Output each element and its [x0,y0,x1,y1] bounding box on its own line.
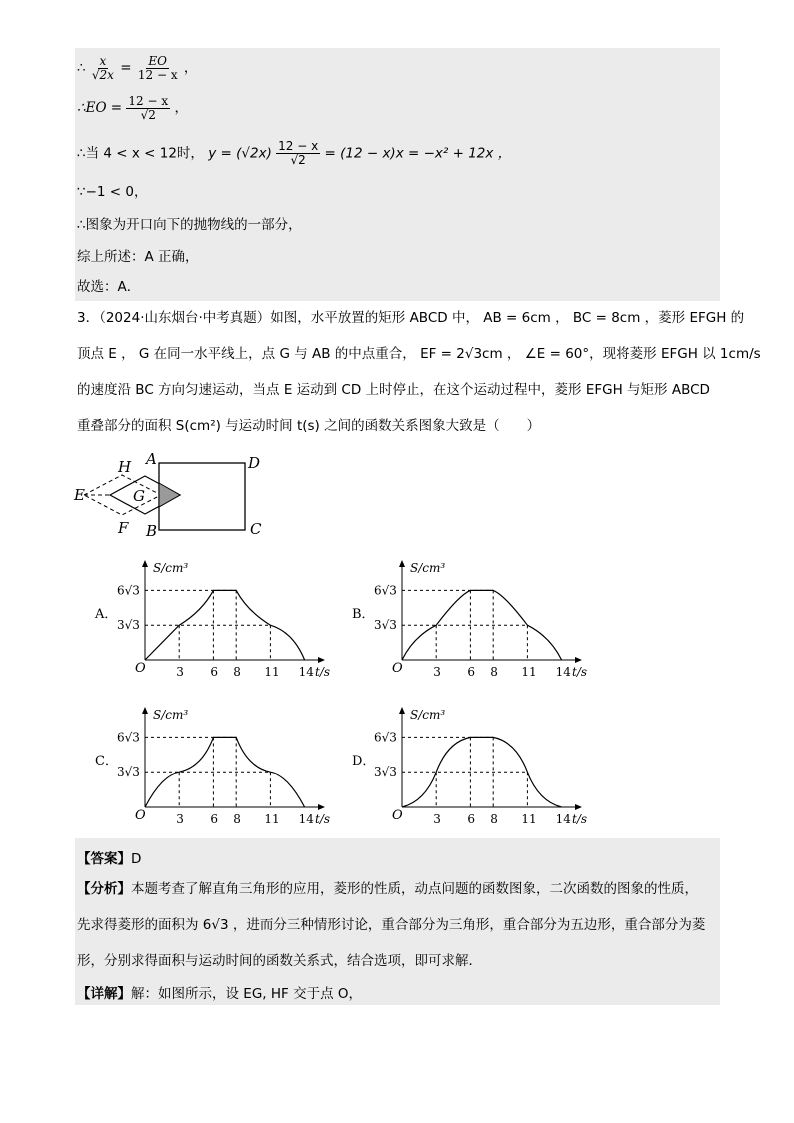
origin-label: O [135,808,146,823]
option-label-C: C． [95,754,118,769]
rhombus-dashed [84,475,161,515]
solution-line-1: ∴ $\frac{x}{√2x}$ = $\frac{EO}{12 - x}$ ， [77,54,198,82]
y-tick-3r3: 3√3 [374,765,397,780]
question-line-4: 重叠部分的面积 S(cm²) 与运动时间 t(s) 之间的函数关系图象大致是（ ） [77,418,541,434]
y-axis-arrow [142,560,148,567]
x-tick-6: 6 [467,665,476,679]
x-axis-label: t/s [572,812,588,826]
solution-line-5: ∴图象为开口向下的抛物线的一部分， [77,217,302,233]
x-tick-11: 11 [521,812,537,826]
x-tick-8: 8 [490,812,498,826]
y-tick-6r3: 6√3 [117,730,140,745]
option-label-B: B． [352,607,375,622]
analysis-line-1: 【分析】本题考查了解直角三角形的应用，菱形的性质，动点问题的函数图象，二次函数的图象的性质， [77,881,698,897]
option-label-A: A． [95,607,118,622]
y-tick-3r3: 3√3 [374,618,397,633]
detail-line: 【详解】解：如图所示，设 EG, HF 交于点 O， [77,986,362,1002]
label-G: G [133,487,145,505]
x-tick-8: 8 [233,812,241,826]
x-tick-3: 3 [176,812,184,826]
solution-line-3: ∴当 4 < x < 12时， y = (√2x) $\frac{12 - x}{√2}$ = (12 − x)x = −x² + 12x ， [77,139,512,167]
question-line-3: 的速度沿 BC 方向匀速运动，当点 E 运动到 CD 上时停止，在这个运动过程中，菱形 EFGH 与矩形 ABCD [77,382,710,398]
label-B: B [146,522,158,540]
origin-label: O [392,808,403,823]
label-H: H [118,458,132,476]
y-tick-6r3: 6√3 [117,583,140,598]
solution-line-2: ∴EO = $\frac{12 - x}{√2}$ ， [77,94,188,122]
analysis-tag: 【分析】 [77,881,131,897]
x-axis-arrow [318,804,325,810]
x-axis-label: t/s [315,812,331,826]
label-A: A [146,450,157,468]
answer-tag: 【答案】 [77,851,131,867]
x-tick-6: 6 [210,812,219,826]
x-axis-label: t/s [315,665,331,679]
option-label-D: D． [352,754,376,769]
label-E: E [74,486,85,504]
overlap-region [159,483,180,507]
y-tick-6r3: 6√3 [374,730,397,745]
analysis-line-3: 形，分别求得面积与运动时间的函数关系式，结合选项，即可求解． [77,953,482,969]
y-tick-3r3: 3√3 [117,618,140,633]
x-tick-3: 3 [433,812,441,826]
x-axis-label: t/s [572,665,588,679]
x-tick-11: 11 [264,665,280,679]
y-axis-arrow [399,560,405,567]
y-tick-6r3: 6√3 [374,583,397,598]
x-tick-14: 14 [555,812,571,826]
x-tick-11: 11 [521,665,537,679]
solution-line-7: 故选：A． [77,279,141,295]
rhombus-rectangle-figure [72,448,272,548]
solution-line-6: 综上所述：A 正确， [77,249,199,265]
y-axis-label: S/cm³ [153,708,189,722]
x-tick-6: 6 [210,665,219,679]
x-tick-11: 11 [264,812,280,826]
x-tick-3: 3 [433,665,441,679]
x-axis-arrow [575,657,582,663]
y-axis-arrow [399,707,405,714]
label-F: F [118,519,129,537]
y-axis-label: S/cm³ [410,561,446,575]
analysis-line-2: 先求得菱形的面积为 6√3 ，进而分三种情形讨论，重合部分为三角形，重合部分为五边形，重合部分为菱 [77,917,706,933]
label-D: D [248,454,261,472]
y-axis-label: S/cm³ [153,561,189,575]
x-axis-arrow [318,657,325,663]
label-C: C [250,520,262,538]
question-line-2: 顶点 E ， G 在同一水平线上，点 G 与 AB 的中点重合， EF = 2√3cm ， ∠E = 60°，现将菱形 EFGH 以 1cm/s [77,346,761,362]
option-graphs [0,555,794,845]
x-tick-3: 3 [176,665,184,679]
x-tick-14: 14 [555,665,571,679]
y-axis-label: S/cm³ [410,708,446,722]
x-tick-6: 6 [467,812,476,826]
y-axis-arrow [142,707,148,714]
x-axis-arrow [575,804,582,810]
question-line-1: 3．（2024·山东烟台·中考真题）如图，水平放置的矩形 ABCD 中， AB = 6cm ， BC = 8cm ，菱形 EFGH 的 [77,310,745,326]
x-tick-8: 8 [233,665,241,679]
origin-label: O [392,661,403,676]
x-tick-14: 14 [298,665,314,679]
y-tick-3r3: 3√3 [117,765,140,780]
origin-label: O [135,661,146,676]
x-tick-8: 8 [490,665,498,679]
detail-tag: 【详解】 [77,986,131,1002]
answer-value: D [131,851,142,867]
x-tick-14: 14 [298,812,314,826]
answer-line [77,847,141,867]
solution-line-4: ∵−1 < 0， [77,184,148,200]
